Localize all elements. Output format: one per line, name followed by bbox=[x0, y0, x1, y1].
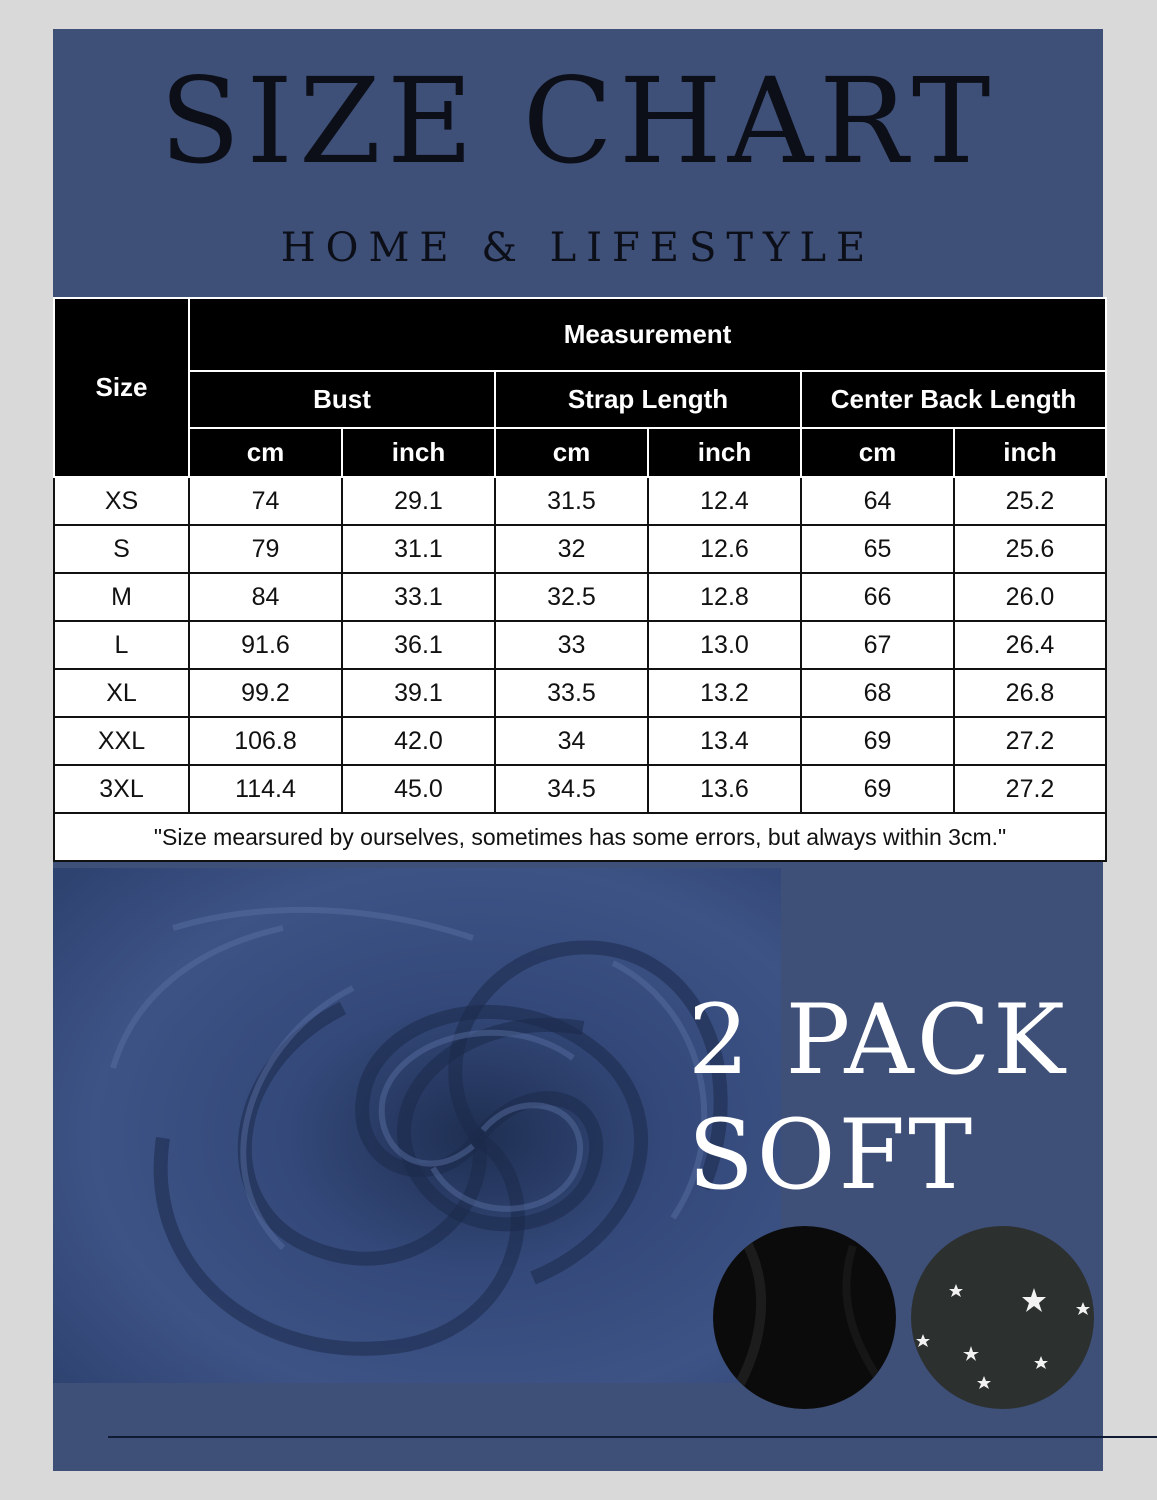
table-cell: 32.5 bbox=[495, 573, 648, 621]
table-cell: 13.0 bbox=[648, 621, 801, 669]
table-cell: 13.6 bbox=[648, 765, 801, 813]
table-row bbox=[54, 621, 1106, 669]
unit-header: cm bbox=[495, 428, 648, 477]
table-cell: 31.1 bbox=[342, 525, 495, 573]
unit-header: cm bbox=[189, 428, 342, 477]
table-cell: 33 bbox=[495, 621, 648, 669]
star-icon bbox=[1022, 1288, 1046, 1312]
size-cell: XL bbox=[54, 669, 189, 717]
table-cell: 12.4 bbox=[648, 477, 801, 525]
star-icon bbox=[963, 1346, 979, 1361]
table-cell: 36.1 bbox=[342, 621, 495, 669]
table-cell: 65 bbox=[801, 525, 954, 573]
table-row bbox=[54, 573, 1106, 621]
table-cell: 32 bbox=[495, 525, 648, 573]
table-row bbox=[54, 717, 1106, 765]
table-cell: 12.8 bbox=[648, 573, 801, 621]
table-cell: 68 bbox=[801, 669, 954, 717]
unit-header: cm bbox=[801, 428, 954, 477]
black-swatch bbox=[713, 1226, 896, 1409]
table-cell: 26.0 bbox=[954, 573, 1106, 621]
table-row bbox=[54, 765, 1106, 813]
size-cell: 3XL bbox=[54, 765, 189, 813]
table-cell: 26.8 bbox=[954, 669, 1106, 717]
table-cell: 29.1 bbox=[342, 477, 495, 525]
group-header-center-back-length: Center Back Length bbox=[801, 371, 1106, 428]
table-cell: 74 bbox=[189, 477, 342, 525]
table-cell: 33.1 bbox=[342, 573, 495, 621]
page-subtitle: HOME & LIFESTYLE bbox=[280, 225, 876, 271]
table-cell: 106.8 bbox=[189, 717, 342, 765]
table-cell: 99.2 bbox=[189, 669, 342, 717]
table-cell: 39.1 bbox=[342, 669, 495, 717]
star-icon bbox=[949, 1284, 963, 1297]
star-icon bbox=[977, 1376, 991, 1389]
fabric-swirl-image bbox=[53, 868, 781, 1383]
divider-line bbox=[108, 1436, 1157, 1438]
size-note: "Size mearsured by ourselves, sometimes has some errors, but always within 3cm." bbox=[54, 813, 1106, 861]
table-cell: 31.5 bbox=[495, 477, 648, 525]
promo-line-1: 2 PACK bbox=[688, 984, 1068, 1096]
table-cell: 34.5 bbox=[495, 765, 648, 813]
measurement-header: Measurement bbox=[189, 298, 1106, 371]
table-cell: 91.6 bbox=[189, 621, 342, 669]
table-cell: 12.6 bbox=[648, 525, 801, 573]
size-chart-table bbox=[53, 297, 1107, 862]
table-cell: 27.2 bbox=[954, 717, 1106, 765]
table-cell: 67 bbox=[801, 621, 954, 669]
table-row bbox=[54, 669, 1106, 717]
table-cell: 42.0 bbox=[342, 717, 495, 765]
table-cell: 69 bbox=[801, 717, 954, 765]
table-cell: 79 bbox=[189, 525, 342, 573]
table-row bbox=[54, 477, 1106, 525]
page-title: SIZE CHART bbox=[159, 52, 997, 190]
table-cell: 84 bbox=[189, 573, 342, 621]
table-cell: 25.6 bbox=[954, 525, 1106, 573]
table-cell: 27.2 bbox=[954, 765, 1106, 813]
group-header-bust: Bust bbox=[189, 371, 495, 428]
group-header-strap-length: Strap Length bbox=[495, 371, 801, 428]
size-header: Size bbox=[54, 298, 189, 477]
size-cell: S bbox=[54, 525, 189, 573]
table-cell: 114.4 bbox=[189, 765, 342, 813]
size-cell: M bbox=[54, 573, 189, 621]
table-cell: 25.2 bbox=[954, 477, 1106, 525]
table-cell: 66 bbox=[801, 573, 954, 621]
size-cell: XS bbox=[54, 477, 189, 525]
promo-line-2: SOFT bbox=[688, 1099, 976, 1211]
table-note-row bbox=[54, 813, 1106, 861]
unit-header: inch bbox=[342, 428, 495, 477]
star-icon bbox=[1076, 1302, 1090, 1315]
table-cell: 13.4 bbox=[648, 717, 801, 765]
star-print-swatch bbox=[911, 1226, 1094, 1409]
unit-header: inch bbox=[648, 428, 801, 477]
promo-text bbox=[688, 983, 1108, 1213]
star-icon bbox=[1034, 1356, 1048, 1369]
table-cell: 45.0 bbox=[342, 765, 495, 813]
table-row bbox=[54, 525, 1106, 573]
table-cell: 64 bbox=[801, 477, 954, 525]
size-cell: L bbox=[54, 621, 189, 669]
table-cell: 13.2 bbox=[648, 669, 801, 717]
size-cell: XXL bbox=[54, 717, 189, 765]
table-cell: 26.4 bbox=[954, 621, 1106, 669]
table-cell: 34 bbox=[495, 717, 648, 765]
table-cell: 69 bbox=[801, 765, 954, 813]
star-icon bbox=[916, 1334, 930, 1347]
table-cell: 33.5 bbox=[495, 669, 648, 717]
unit-header: inch bbox=[954, 428, 1106, 477]
